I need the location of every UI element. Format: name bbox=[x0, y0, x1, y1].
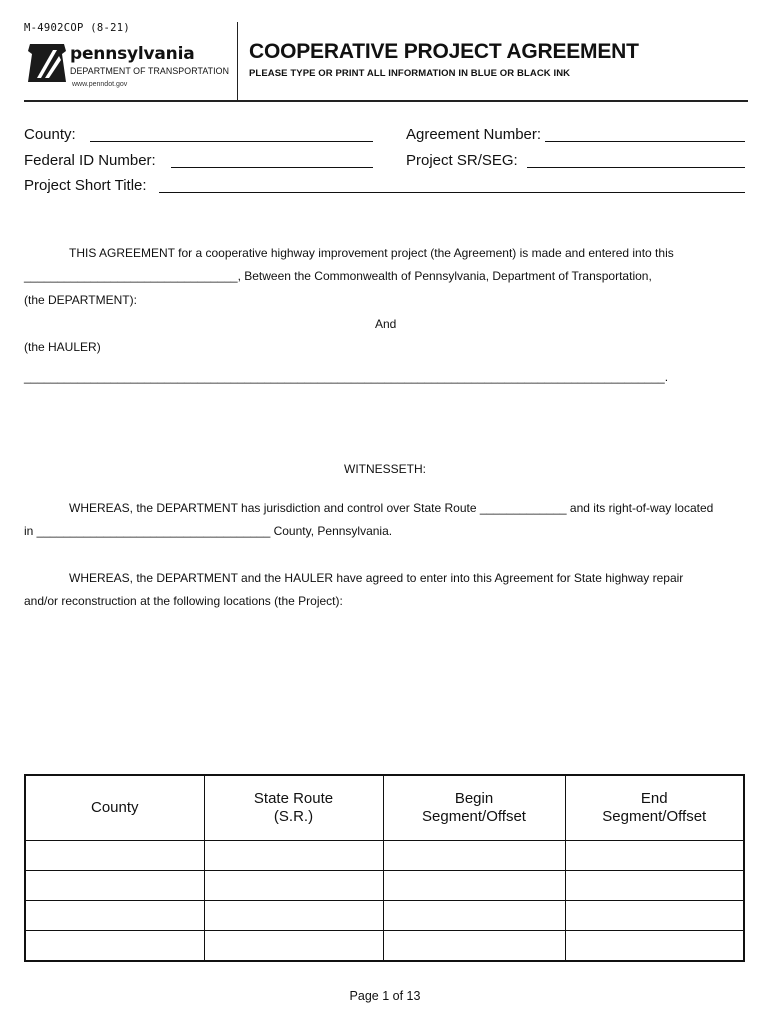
form-subtitle: PLEASE TYPE OR PRINT ALL INFORMATION IN BLUE OR BLACK INK bbox=[249, 68, 571, 79]
table-cell[interactable] bbox=[204, 931, 383, 962]
table-cell[interactable] bbox=[383, 841, 565, 871]
penndot-logo bbox=[26, 42, 230, 92]
table-row bbox=[25, 871, 744, 901]
table-cell[interactable] bbox=[383, 931, 565, 962]
header-county-label: County bbox=[90, 799, 139, 816]
table-cell[interactable] bbox=[25, 931, 204, 962]
project-short-title-label: Project Short Title: bbox=[24, 177, 147, 194]
table-cell[interactable] bbox=[383, 871, 565, 901]
and-label: And bbox=[375, 317, 397, 331]
header-state-route bbox=[204, 775, 383, 841]
agreement-intro-line2: ________________________________, Between the Commonwealth of Pennsylvania, Department of Transportation, bbox=[24, 269, 652, 283]
table-cell[interactable] bbox=[204, 841, 383, 871]
county-label: County: bbox=[24, 126, 76, 143]
logo-department: DEPARTMENT OF TRANSPORTATION bbox=[70, 66, 230, 76]
header-state-route-line2: (S.R.) bbox=[273, 808, 314, 825]
page-number: Page 1 of 13 bbox=[349, 989, 421, 1003]
form-code: M-4902COP (8-21) bbox=[24, 22, 130, 34]
whereas1-line1: WHEREAS, the DEPARTMENT has jurisdiction and control over State Route _____________ and its right-of-way located bbox=[69, 501, 714, 515]
table-cell[interactable] bbox=[565, 901, 744, 931]
header-state-route-line1: State Route bbox=[253, 790, 334, 807]
table-row bbox=[25, 931, 744, 962]
table-cell[interactable] bbox=[25, 841, 204, 871]
form-title: COOPERATIVE PROJECT AGREEMENT bbox=[249, 40, 639, 63]
header-end-line1: End bbox=[640, 790, 668, 807]
header-begin bbox=[383, 775, 565, 841]
hauler-name-field[interactable]: ________________________________________________________________________________________________. bbox=[24, 370, 669, 384]
hauler-label: (the HAULER) bbox=[24, 340, 101, 354]
agreement-number-field[interactable] bbox=[545, 141, 745, 142]
table-cell[interactable] bbox=[565, 871, 744, 901]
project-sr-seg-label: Project SR/SEG: bbox=[406, 152, 518, 169]
keystone-logo-icon bbox=[26, 42, 68, 84]
table-cell[interactable] bbox=[204, 871, 383, 901]
project-locations-table bbox=[24, 774, 745, 962]
table-header-row bbox=[25, 775, 744, 841]
department-label: (the DEPARTMENT): bbox=[24, 293, 137, 307]
project-sr-seg-field[interactable] bbox=[527, 167, 745, 168]
logo-name: pennsylvania bbox=[70, 44, 195, 64]
whereas2-line1: WHEREAS, the DEPARTMENT and the HAULER have agreed to enter into this Agreement for State highway repair bbox=[69, 571, 684, 585]
agreement-intro-line1: THIS AGREEMENT for a cooperative highway improvement project (the Agreement) is made and entered into this bbox=[69, 246, 674, 260]
table-cell[interactable] bbox=[565, 931, 744, 962]
header-end-line2: Segment/Offset bbox=[602, 808, 707, 825]
header-end bbox=[565, 775, 744, 841]
table-cell[interactable] bbox=[565, 841, 744, 871]
agreement-number-label: Agreement Number: bbox=[406, 126, 542, 143]
header-divider-vertical bbox=[237, 22, 238, 100]
table-row bbox=[25, 841, 744, 871]
table-cell[interactable] bbox=[204, 901, 383, 931]
project-short-title-field[interactable] bbox=[159, 192, 745, 193]
whereas2-line2: and/or reconstruction at the following locations (the Project): bbox=[24, 594, 343, 608]
header-begin-line2: Segment/Offset bbox=[422, 808, 526, 825]
table-cell[interactable] bbox=[25, 871, 204, 901]
header-begin-line1: Begin bbox=[454, 790, 494, 807]
county-field[interactable] bbox=[90, 141, 373, 142]
table-row bbox=[25, 901, 744, 931]
federal-id-label: Federal ID Number: bbox=[24, 152, 156, 169]
table-cell[interactable] bbox=[25, 901, 204, 931]
witnesseth-heading: WITNESSETH: bbox=[344, 462, 427, 476]
header-divider bbox=[24, 100, 748, 102]
logo-url: www.penndot.gov bbox=[72, 81, 128, 88]
whereas1-line2: in ___________________________________ County, Pennsylvania. bbox=[24, 524, 393, 538]
federal-id-field[interactable] bbox=[171, 167, 373, 168]
header-county bbox=[25, 775, 204, 841]
table-cell[interactable] bbox=[383, 901, 565, 931]
